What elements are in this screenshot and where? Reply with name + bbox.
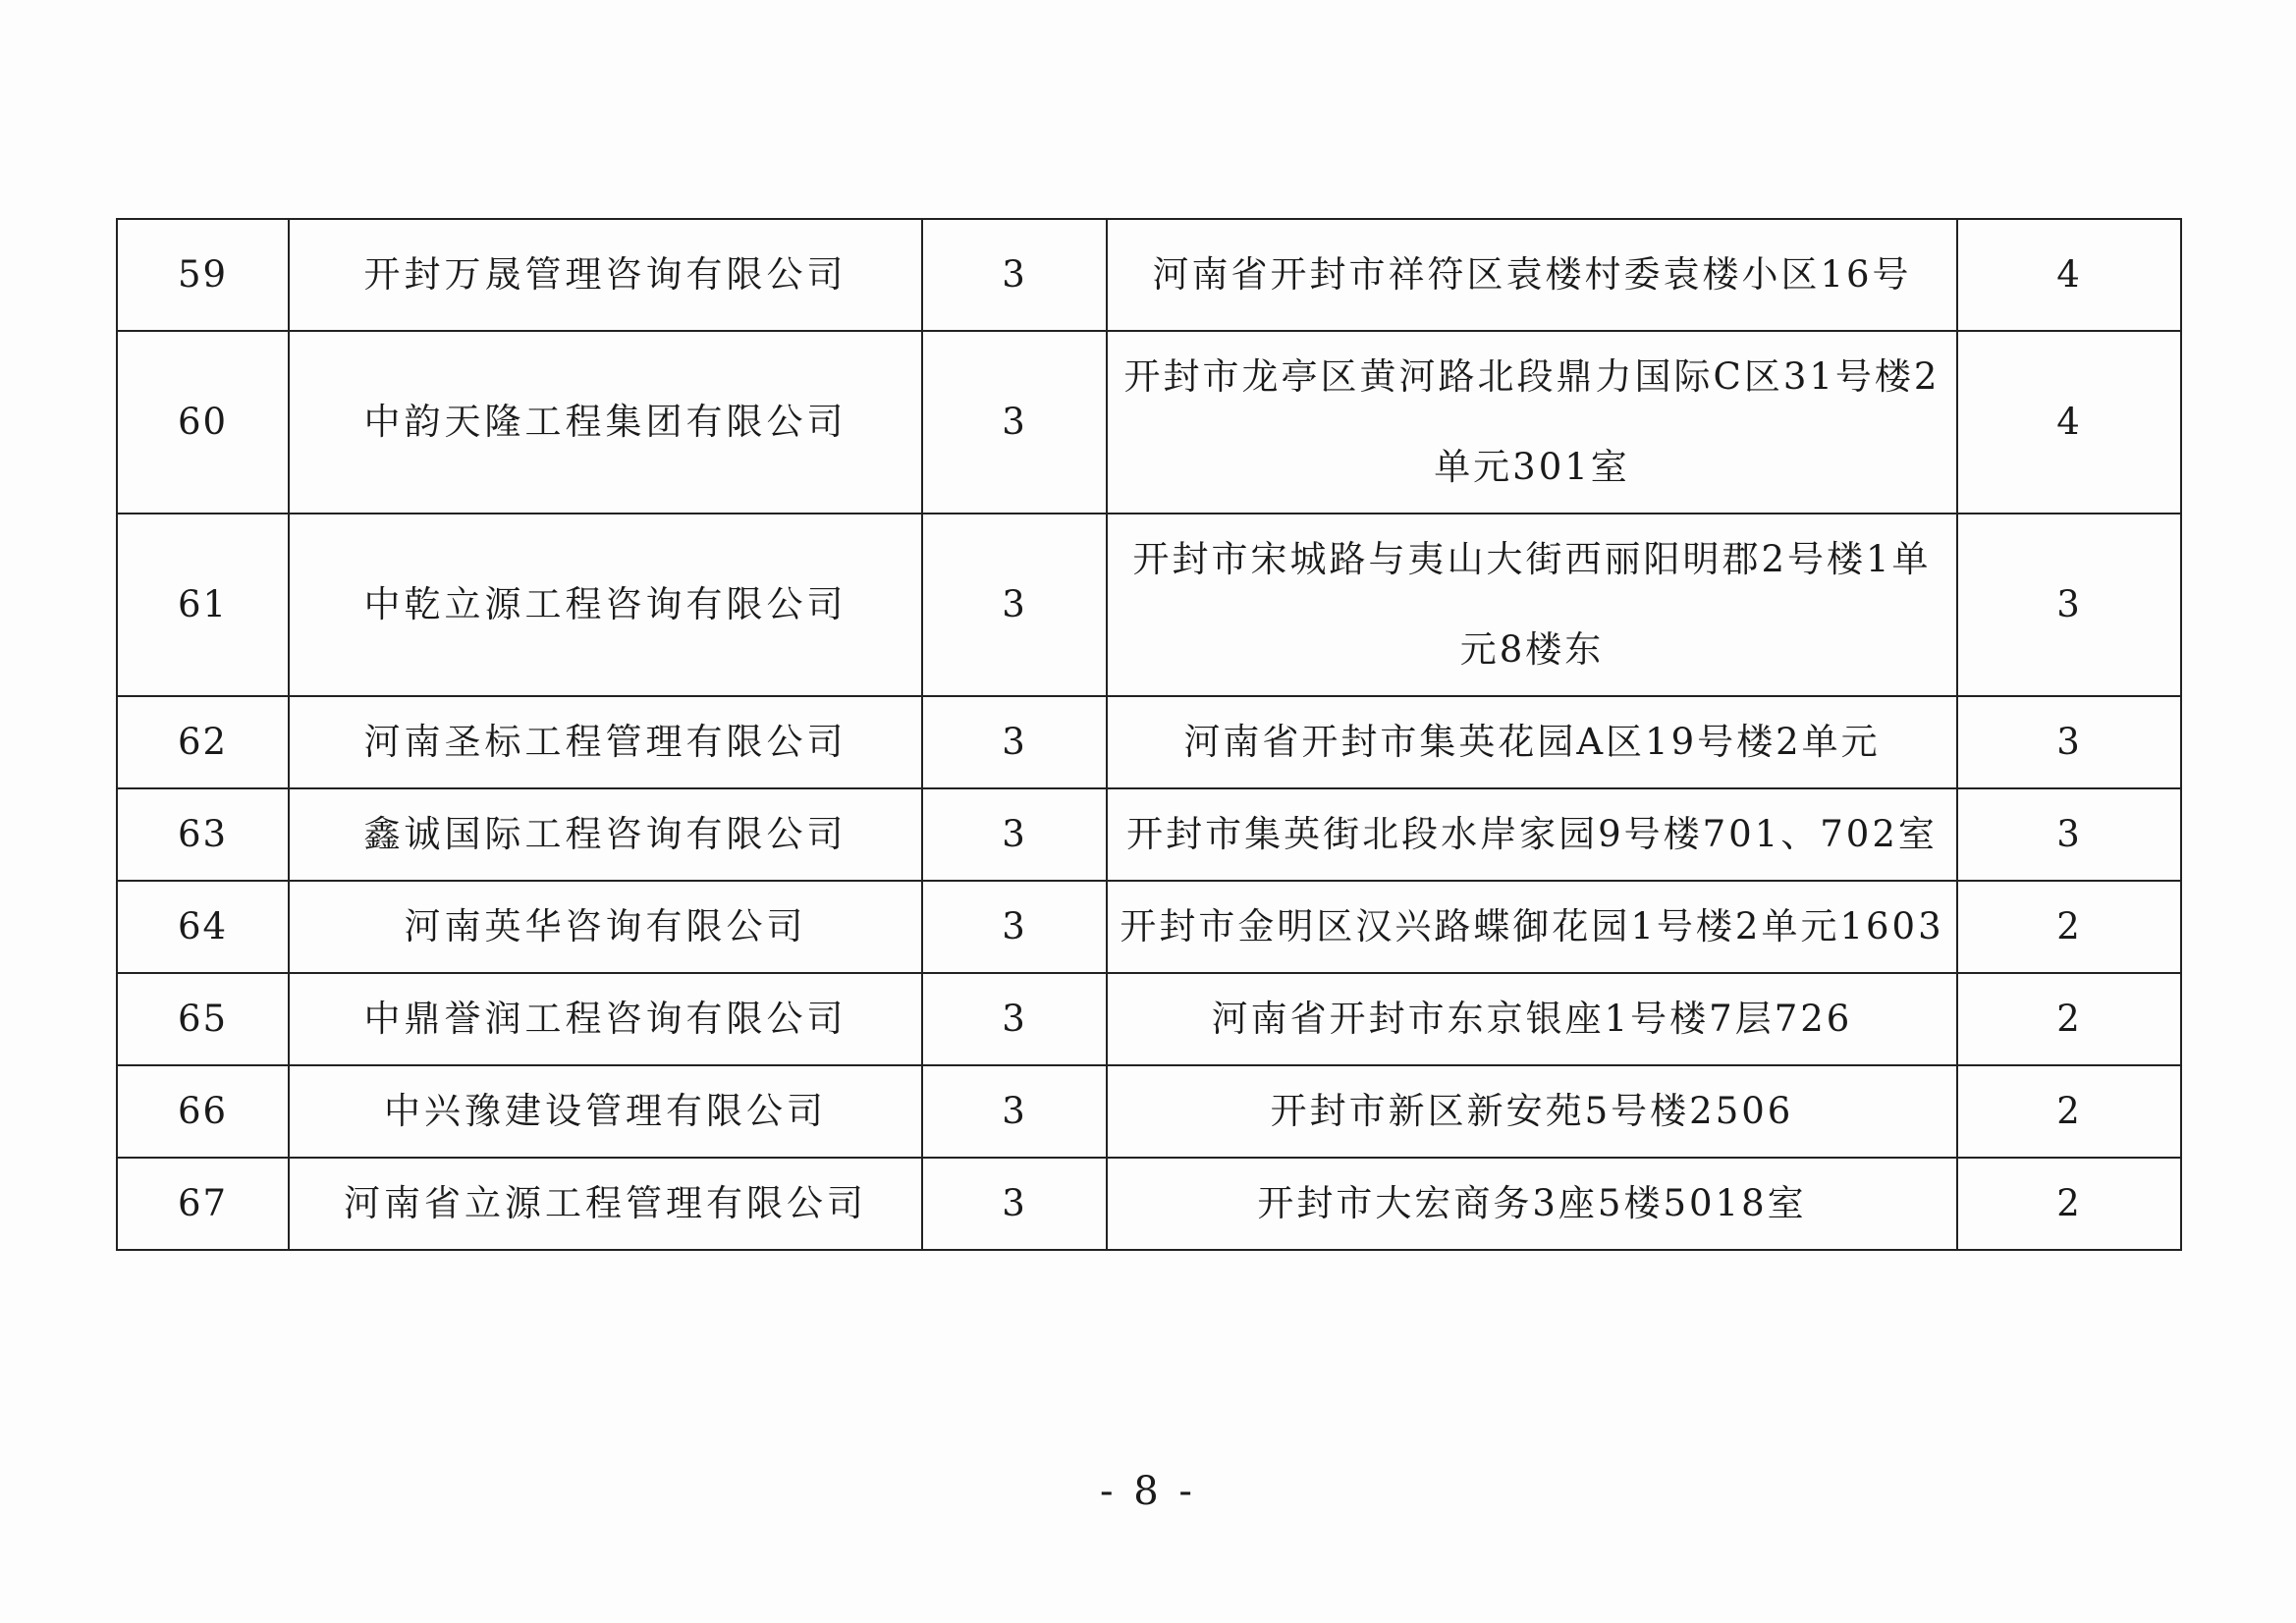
- row-number: 64: [117, 881, 289, 973]
- count-value: 3: [1957, 696, 2181, 788]
- company-name: 河南圣标工程管理有限公司: [289, 696, 922, 788]
- table-row: [117, 881, 2181, 973]
- company-table: [116, 218, 2182, 1251]
- count-value: 4: [1957, 331, 2181, 514]
- qualification-value: 3: [922, 1065, 1107, 1158]
- count-value: 2: [1957, 881, 2181, 973]
- company-address: 河南省开封市祥符区袁楼村委袁楼小区16号: [1107, 219, 1957, 331]
- row-number: 59: [117, 219, 289, 331]
- table-row: [117, 696, 2181, 788]
- row-number: 61: [117, 514, 289, 696]
- table-row: [117, 788, 2181, 881]
- qualification-value: 3: [922, 1158, 1107, 1250]
- qualification-value: 3: [922, 696, 1107, 788]
- company-name: 中韵天隆工程集团有限公司: [289, 331, 922, 514]
- count-value: 3: [1957, 788, 2181, 881]
- row-number: 62: [117, 696, 289, 788]
- row-number: 63: [117, 788, 289, 881]
- company-address: 河南省开封市集英花园A区19号楼2单元: [1107, 696, 1957, 788]
- company-table-container: [116, 218, 2180, 1251]
- qualification-value: 3: [922, 881, 1107, 973]
- table-row: [117, 1065, 2181, 1158]
- count-value: 4: [1957, 219, 2181, 331]
- row-number: 65: [117, 973, 289, 1065]
- company-name: 河南英华咨询有限公司: [289, 881, 922, 973]
- qualification-value: 3: [922, 788, 1107, 881]
- qualification-value: 3: [922, 219, 1107, 331]
- count-value: 2: [1957, 973, 2181, 1065]
- row-number: 66: [117, 1065, 289, 1158]
- table-row: [117, 973, 2181, 1065]
- table-row: [117, 219, 2181, 331]
- company-name: 开封万晟管理咨询有限公司: [289, 219, 922, 331]
- company-name: 中鼎誉润工程咨询有限公司: [289, 973, 922, 1065]
- company-name: 鑫诚国际工程咨询有限公司: [289, 788, 922, 881]
- company-address: 河南省开封市东京银座1号楼7层726: [1107, 973, 1957, 1065]
- company-address: 开封市集英街北段水岸家园9号楼701、702室: [1107, 788, 1957, 881]
- company-address: 开封市新区新安苑5号楼2506: [1107, 1065, 1957, 1158]
- row-number: 60: [117, 331, 289, 514]
- company-address: 开封市大宏商务3座5楼5018室: [1107, 1158, 1957, 1250]
- table-row: [117, 1158, 2181, 1250]
- company-name: 中兴豫建设管理有限公司: [289, 1065, 922, 1158]
- qualification-value: 3: [922, 331, 1107, 514]
- count-value: 2: [1957, 1158, 2181, 1250]
- company-address: 开封市宋城路与夷山大街西丽阳明郡2号楼1单元8楼东: [1107, 514, 1957, 696]
- row-number: 67: [117, 1158, 289, 1250]
- company-name: 中乾立源工程咨询有限公司: [289, 514, 922, 696]
- company-name: 河南省立源工程管理有限公司: [289, 1158, 922, 1250]
- qualification-value: 3: [922, 973, 1107, 1065]
- count-value: 3: [1957, 514, 2181, 696]
- company-address: 开封市金明区汉兴路蝶御花园1号楼2单元1603: [1107, 881, 1957, 973]
- company-address: 开封市龙亭区黄河路北段鼎力国际C区31号楼2单元301室: [1107, 331, 1957, 514]
- table-row: [117, 331, 2181, 514]
- table-row: [117, 514, 2181, 696]
- qualification-value: 3: [922, 514, 1107, 696]
- page-number: - 8 -: [1100, 1469, 1196, 1514]
- count-value: 2: [1957, 1065, 2181, 1158]
